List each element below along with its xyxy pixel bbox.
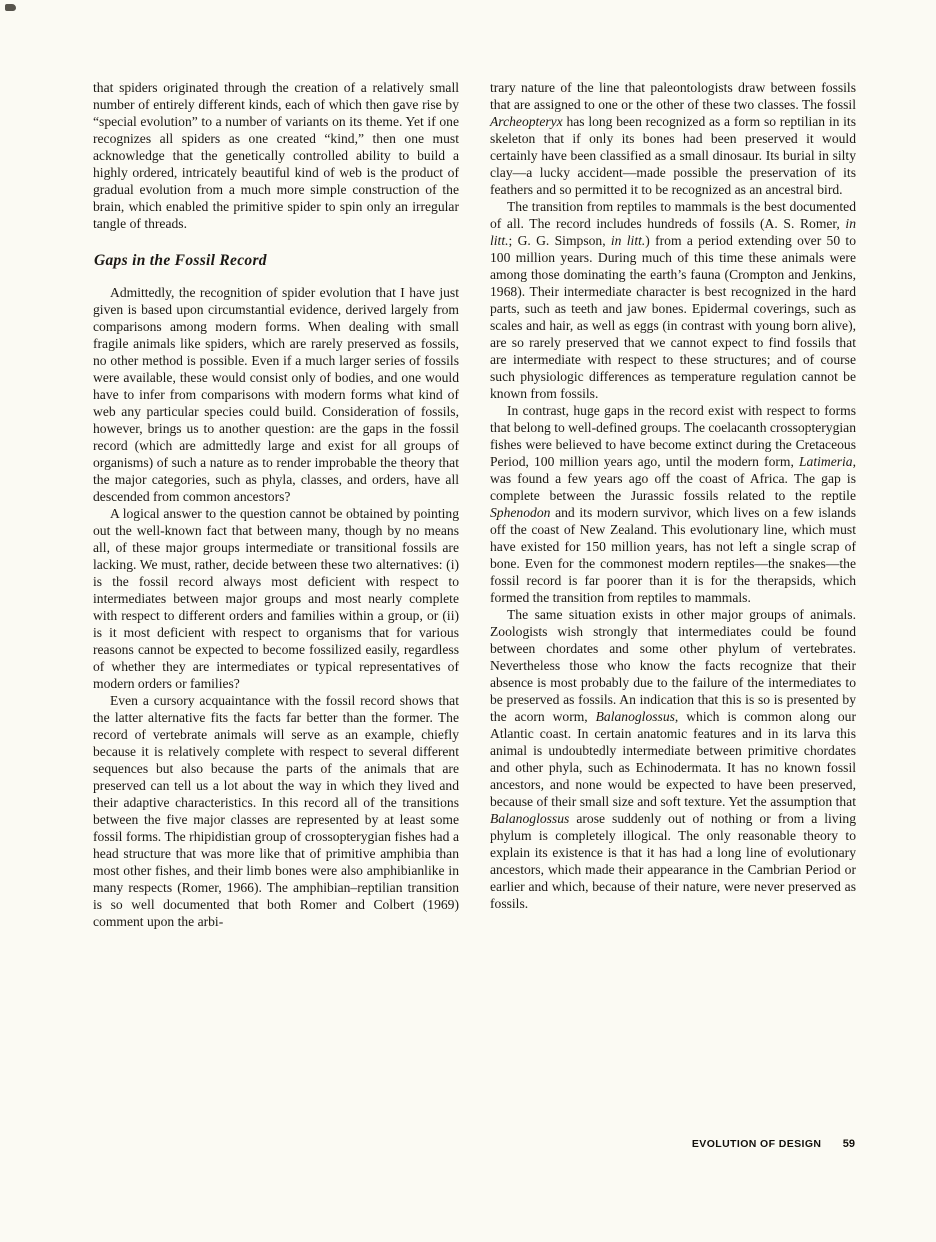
running-title: EVOLUTION OF DESIGN [691,1138,822,1150]
paragraph: Admittedly, the recognition of spider evolution that I have just given is based upon circumstantial evidence, derived largely from comparisons among modern forms. When dealing with small fragile animals like spiders, which are rarely preserved as fossils, no other method is possible. Even if a much larger series of fossils were available, these would consist only of bodies, and one would have to infer from comparisons with modern forms what kind of web any particular species could build. Consideration of fossils, however, brings us to another question: are the gaps in the fossil record (which are admittedly large and exist for all groups of organisms) of such a nature as to render improbable the theory that the major categories, such as phyla, classes, and orders, have all descended from common ancestors? [93,285,459,504]
page-number: 59 [842,1138,855,1150]
paragraph: In contrast, huge gaps in the record exist with respect to forms that belong to well-defined groups. The coelacanth crossopterygian fishes were believed to have become extinct during the Cretaceous Period, 100 million years ago, until the modern form, Latimeria, was found a few years ago off the coast of Africa. The gap is complete between the Jurassic fossils related to the reptile Sphenodon and its modern survivor, which lives on a few islands off the coast of New Zealand. This evolutionary line, which must have existed for 150 million years, has not left a single scrap of bone. Even for the commonest modern reptiles—the snakes—the fossil record is far poorer than it is for the therapsids, which formed the transition from reptiles to mammals. [490,403,856,605]
paragraph: The transition from reptiles to mammals is the best documented of all. The record includes hundreds of fossils (A. S. Romer, in litt.; G. G. Simpson, in litt.) from a period extending over 50 to 100 million years. During much of this time these animals were among those dominating the earth’s fauna (Crompton and Jenkins, 1968). Their intermediate character is best recognized in the hard parts, such as teeth and jaw bones. Epidermal coverings, such as scales and hair, as well as eggs (in contrast with young born alive), are so rarely preserved that we cannot expect to find fossils that are intermediate with respect to these structures; and of course such physiologic differences as temperature regulation cannot be known from fossils. [490,199,856,401]
paragraph: Even a cursory acquaintance with the fossil record shows that the latter alternative fits the facts far better than the former. The record of vertebrate animals will serve as an example, chiefly because it is relatively complete with respect to several different sequences but also because the parts of the animals that are preserved can tell us a lot about the way in which they lived and their adaptive characteristics. In this record all of the transitions between the five major classes are represented by at least some fossil forms. The rhipidistian group of crossopterygian fishes had a head structure that was more like that of primitive amphibia than most other fishes, and their limb bones were also amphibianlike in many respects (Romer, 1966). The amphibian–reptilian transition is so well documented that both Romer and Colbert (1969) comment upon the arbi- [93,693,459,929]
page-footer [692,1138,855,1150]
scan-artifact [5,4,16,11]
right-column [490,79,856,930]
paragraph-continuation: trary nature of the line that paleontologists draw between fossils that are assigned to one or the other of these two classes. The fossil Archeopteryx has long been recognized as a form so reptilian in its skeleton that if only its bones had been preserved it would certainly have been classified as a small dinosaur. Its burial in silty clay—a lucky accident—made possible the preservation of its feathers and so permitted it to be recognized as an ancestral bird. [490,80,856,197]
paragraph: The same situation exists in other major groups of animals. Zoologists wish strongly that intermediates could be found between chordates and some other phylum of vertebrates. Nevertheless those who know the facts recognize that their absence is most probably due to the failure of the intermediates to be preserved as fossils. An indication that this is so is presented by the acorn worm, Balanoglossus, which is common along our Atlantic coast. In certain anatomic features and in its larva this animal is undoubtedly intermediate between primitive chordates and other phyla, such as Echinodermata. It has no known fossil ancestors, and none would be expected to have been preserved, because of their small size and soft texture. Yet the assumption that Balanoglossus arose suddenly out of nothing or from a living phylum is completely illogical. The only reasonable theory to explain its existence is that it has had a long line of evolutionary ancestors, which made their appearance in the Cambrian Period or earlier and which, because of their nature, were never preserved as fossils. [490,607,856,911]
left-column [93,79,459,930]
paragraph-continuation: that spiders originated through the creation of a relatively small number of entirely different kinds, each of which then gave rise by “special evolution” to a number of variants on its theme. Yet if one recognizes all spiders as one created “kind,” then one must acknowledge that the genetically controlled ability to build a highly ordered, intricately beautiful kind of web is the product of gradual evolution from a much more simple construction of the brain, which enabled the primitive spider to spin only an irregular tangle of threads. [93,80,459,231]
section-heading: Gaps in the Fossil Record [94,252,267,269]
paragraph: A logical answer to the question cannot be obtained by pointing out the well-known fact that between many, though by no means all, of these major groups intermediate or transitional fossils are lacking. We must, rather, decide between these two alternatives: (i) is the fossil record always most deficient with respect to intermediates between major groups and most nearly complete with respect to different orders and families within a group, or (ii) is it most deficient with respect to organisms that for various reasons cannot be expected to become fossilized easily, regardless of whether they are intermediates or typical representatives of modern orders or families? [93,506,459,691]
